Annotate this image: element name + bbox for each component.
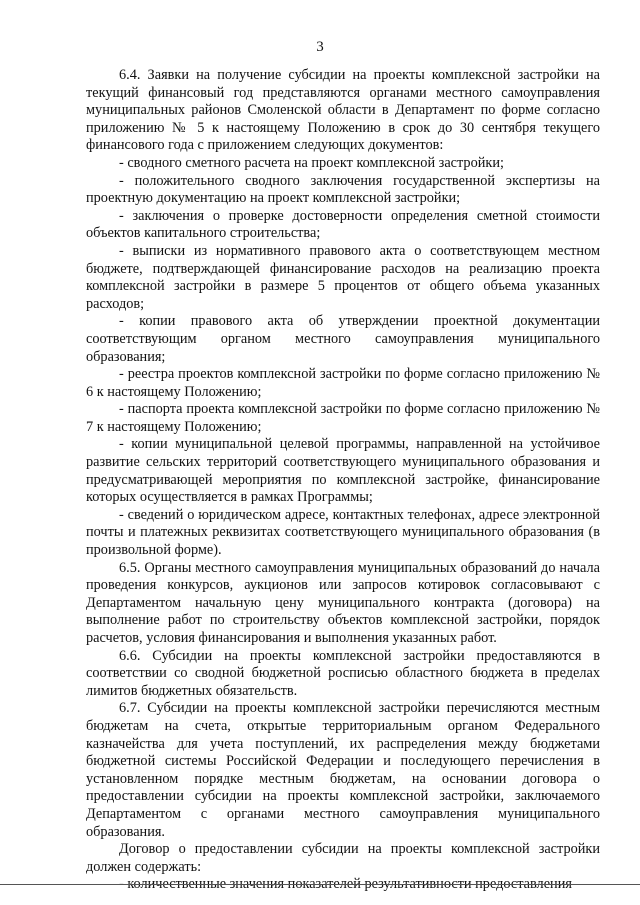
paragraph-6-4: 6.4. Заявки на получение субсидии на проекты комплексной застройки на текущий финансовый год представляются органами местного самоуправления муниципальных районов Смоленской области в Департамент по форме согласно приложению № 5 к настоящему Положению в срок до 30 сентября текущего финансового года с приложением следующих документов: [86, 67, 600, 154]
footer-divider [0, 884, 640, 885]
list-item: - копии муниципальной целевой программы, направленной на устойчивое развитие сельских территорий соответствующего муниципального образования и предусматривающей мероприятия по комплексной застройке, финансирование которых осуществляется в рамках Программы; [86, 436, 600, 506]
list-item: - выписки из нормативного правового акта о соответствующем местном бюджете, подтверждающей финансирование расходов на реализацию проекта комплексной застройки в размере 5 процентов от общего объема указанных расходов; [86, 242, 600, 312]
list-item: - сводного сметного расчета на проект комплексной застройки; [119, 154, 504, 171]
list-item: - количественные значения показателей результативности предоставления [119, 876, 572, 893]
paragraph-6-6: 6.6. Субсидии на проекты комплексной застройки предоставляются в соответствии со сводной бюджетной росписью областного бюджета в пределах лимитов бюджетных обязательств. [86, 647, 600, 699]
list-item: - сведений о юридическом адресе, контактных телефонах, адресе электронной почты и платежных реквизитах соответствующего муниципального образования (в произвольной форме). [86, 506, 600, 559]
list-item: - реестра проектов комплексной застройки по форме согласно приложению № 6 к настоящему Положению; [86, 366, 600, 400]
list-item: - заключения о проверке достоверности определения сметной стоимости объектов капитального строительства; [86, 207, 600, 242]
contract-paragraph: Договор о предоставлении субсидии на проекты комплексной застройки должен содержать: [86, 841, 600, 875]
paragraph-6-7: 6.7. Субсидии на проекты комплексной застройки перечисляются местным бюджетам на счета, открытые территориальным органом Федерального казначейства для учета поступлений, их распределения между бюджетами бюджетной системы Российской Федерации и последующего перечисления в установленном порядке местным бюджетам, на основании договора о предоставлении субсидии на проекты комплексной застройки, заключаемого Департаментом с органами местного самоуправления муниципального образования. [86, 700, 600, 840]
page-number: 3 [316, 39, 324, 55]
list-item: - положительного сводного заключения государственной экспертизы на проектную документацию на проект комплексной застройки; [86, 172, 600, 207]
paragraph-6-5: 6.5. Органы местного самоуправления муниципальных образований до начала проведения конкурсов, аукционов или запросов котировок согласовывают с Департаментом начальную цену муниципального контракта (договора) на выполнение работ по строительству объектов комплексной застройки, порядок расчетов, условия финансирования и выполнения указанных работ. [86, 559, 600, 646]
list-item: - паспорта проекта комплексной застройки по форме согласно приложению № 7 к настоящему Положению; [86, 401, 600, 435]
document-body [86, 67, 600, 894]
list-item: - копии правового акта об утверждении проектной документации соответствующим органом местного самоуправления муниципального образования; [86, 313, 600, 365]
